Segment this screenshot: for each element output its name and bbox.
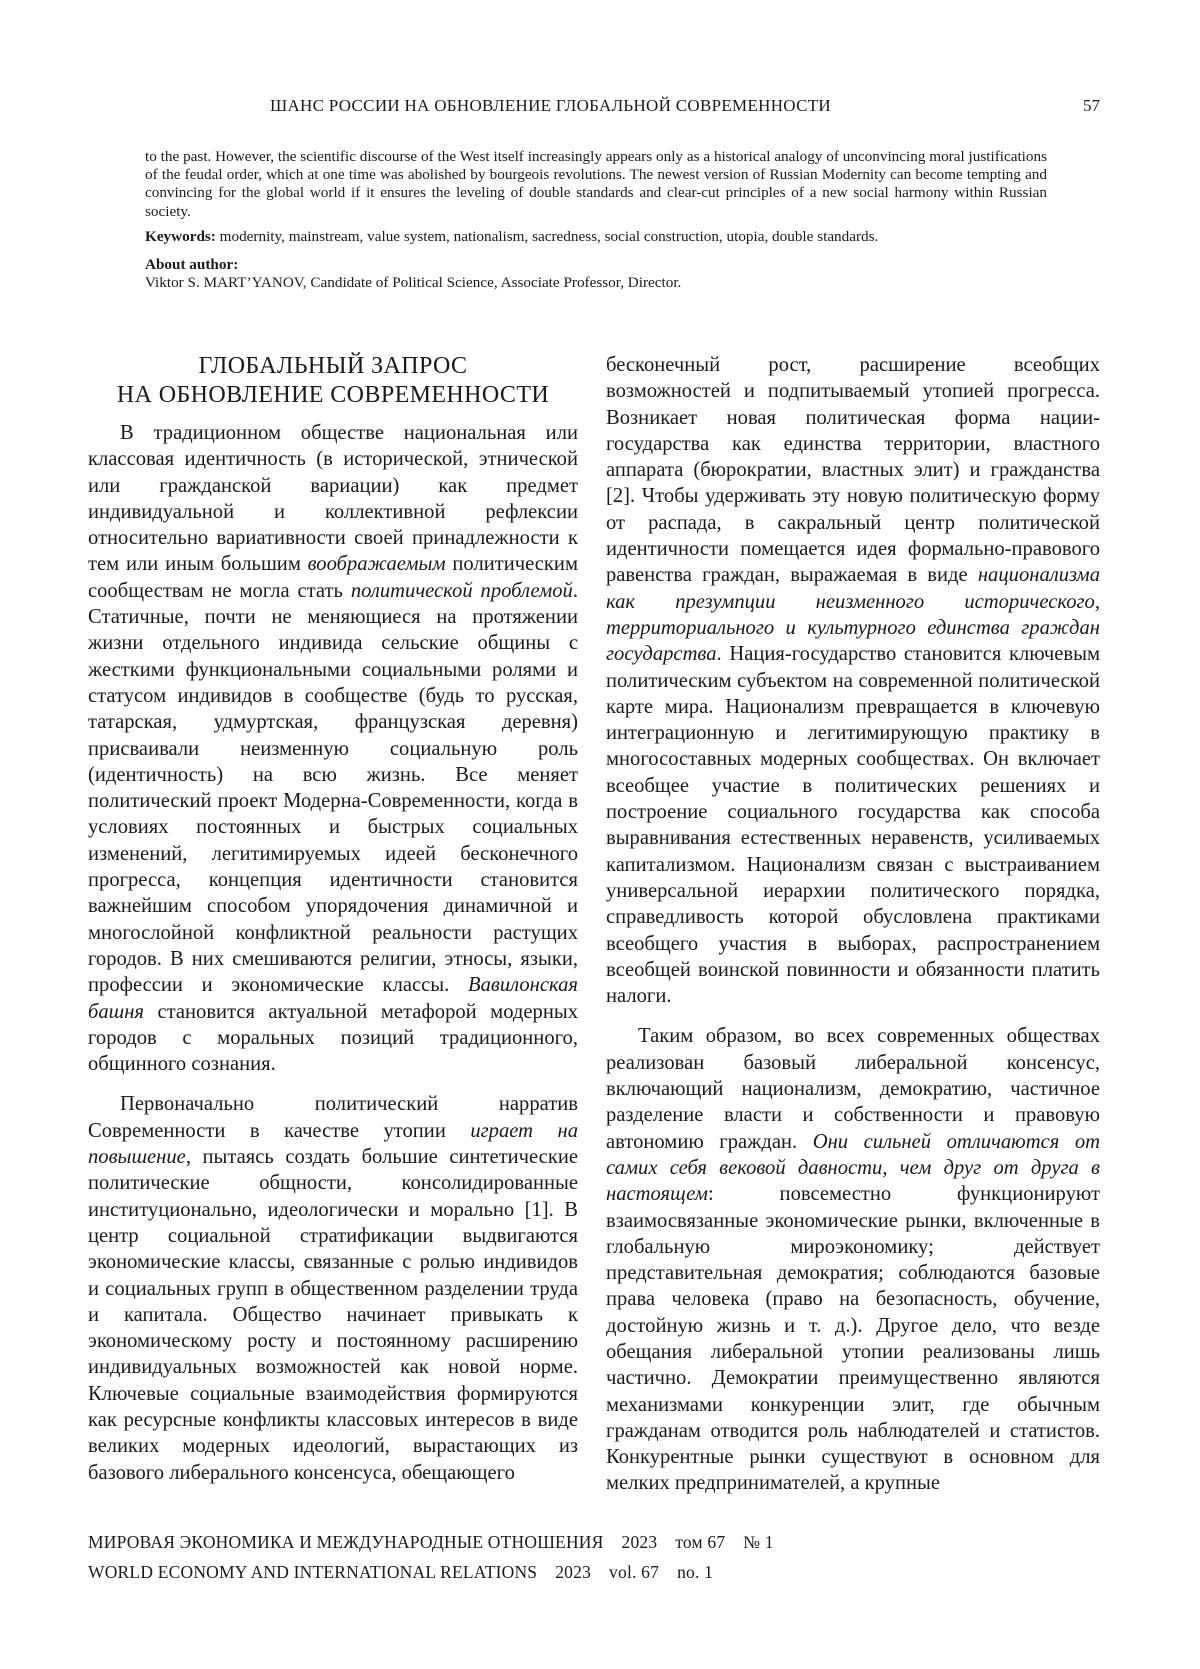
paragraph-1-c: . Статичные, почти не меняющиеся на протяжении жизни отдельного индивида сельские общины с жесткими функциональными социальными ролями и статусом индивидов в сообществе (будь то русская, татарская, удмуртская, французская деревня) присваивали неизменную социальную роль (идентичность) на всю жизнь. Все меняет политический проект Модерна-Современности, когда в условиях постоянных и быстрых социальных изменений, легитимируемых идеей бесконечного прогресса, концепция идентичности становится важнейшим способом упорядочения динамичной и многослойной конфликтной реальности растущих городов. В них смешиваются религии, этносы, языки, профессии и экономические классы. — [88, 579, 578, 997]
page-number: 57 — [1083, 96, 1100, 115]
keywords-line — [145, 228, 1047, 246]
footer-ru-year: 2023 — [621, 1532, 658, 1552]
footer-en-title: WORLD ECONOMY AND INTERNATIONAL RELATIONS — [88, 1562, 538, 1582]
paragraph-2-a: Первоначально политический нарратив Современности в качестве утопии — [88, 1093, 578, 1142]
paragraph-1-d: становится актуальной метафорой модерных городов с моральных позиций традиционного, общинного сознания. — [88, 1000, 578, 1076]
paragraph-1 — [88, 420, 578, 1077]
paragraph-4 — [606, 1023, 1100, 1496]
paragraph-3-italic-1: национализма как презумпции неизменного исторического, территориального и культурного единства граждан государства — [606, 564, 1100, 666]
footer-ru-issue: № 1 — [743, 1532, 774, 1552]
footer-journal-ru — [88, 1532, 774, 1553]
paragraph-1-italic-1: воображаемым — [307, 553, 446, 576]
footer-en-volume: vol. 67 — [609, 1562, 660, 1582]
about-author-text: Viktor S. MART’YANOV, Candidate of Political Science, Associate Professor, Director. — [145, 274, 682, 292]
paragraph-4-a: Таким образом, во всех современных обществах реализован базовый либеральной консенсус, включающий национализм, демократию, частичное разделение власти и собственности и правовую автономию граждан. — [606, 1025, 1100, 1153]
english-abstract — [145, 148, 1047, 292]
paragraph-3-a: бесконечный рост, расширение всеобщих возможностей и подпитываемый утопией прогресса. Возникает новая политическая форма нации-государства как единства территории, властного аппарата (бюрократии, властных элит) и гражданства [2]. Чтобы удерживать эту новую политическую форму от распада, в сакральный центр политической идентичности помещается идея формально-правового равенства граждан, выражаемая в виде — [606, 354, 1100, 587]
paragraph-3-b: . Нация-государство становится ключевым политическим субъектом на современной политической карте мира. Национализм превращается в ключевую интеграционную и легитимирующую практику в многосоставных модерных сообществах. Он включает всеобщее участие в политических решениях и построение социального государства как способа выравнивания естественных неравенств, усиливаемых капитализмом. Национализм связан с выстраиванием универсальной иерархии политического порядка, справедливость которой обусловлена практиками всеобщего участия в выборах, распространением всеобщей воинской повинности и обязанности платить налоги. — [606, 643, 1100, 1008]
footer-en-issue: no. 1 — [677, 1562, 714, 1582]
paragraph-1-b: политическим сообществам не могла стать — [88, 553, 578, 602]
keywords-list: modernity, mainstream, value system, nationalism, sacredness, social construction, utopia, double standards. — [219, 227, 879, 245]
keywords-label: Keywords: — [145, 227, 216, 245]
footer-ru-title: МИРОВАЯ ЭКОНОМИКА И МЕЖДУНАРОДНЫЕ ОТНОШЕНИЯ — [88, 1532, 604, 1552]
paragraph-4-b: : повсеместно функционируют взаимосвязанные экономические рынки, включенные в глобальную мироэкономику; действует представительная демократия; соблюдаются базовые права человека (право на безопасность, обучение, достойную жизнь и т. д.). Другое дело, что везде обещания либеральной утопии реализованы лишь частично. Демократии преимущественно являются механизмами конкуренции элит, где обычным гражданам отводится роль наблюдателей и статистов. Конкурентные рынки существуют в основном для мелких предпринимателей, а крупные — [606, 1183, 1100, 1495]
running-title: ШАНС РОССИИ НА ОБНОВЛЕНИЕ ГЛОБАЛЬНОЙ СОВРЕМЕННОСТИ — [270, 96, 831, 115]
paragraph-2-b: , пытаясь создать большие синтетические политические общности, консолидированные институционально, идеологически и морально [1]. В центр социальной стратификации выдвигаются экономические классы, связанные с ролью индивидов и социальных групп в общественном разделении труда и капитала. Общество начинает привыкать к экономическому росту и постоянному расширению индивидуальных возможностей как новой норме. Ключевые социальные взаимодействия формируются как ресурсные конфликты классовых интересов в виде великих модерных идеологий, вырастающих из базового либерального консенсуса, обещающего — [88, 1146, 578, 1484]
paragraph-2-italic-1: играет на повышение — [88, 1119, 578, 1169]
footer-ru-volume: том 67 — [675, 1532, 726, 1552]
right-column — [606, 352, 1100, 1497]
section-heading-line-2: НА ОБНОВЛЕНИЕ СОВРЕМЕННОСТИ — [116, 382, 550, 408]
section-heading-line-1: ГЛОБАЛЬНЫЙ ЗАПРОС — [198, 353, 468, 379]
section-heading — [88, 352, 578, 410]
paragraph-2 — [88, 1091, 578, 1485]
paragraph-1-italic-2: политической проблемой — [350, 579, 573, 602]
left-column — [88, 352, 578, 1486]
paragraph-3 — [606, 352, 1100, 1009]
paragraph-4-italic-1: Они сильней отличаются от самих себя вековой давности, чем друг от друга в настоящем — [606, 1130, 1100, 1206]
footer-en-year: 2023 — [555, 1562, 592, 1582]
paragraph-1-italic-3: Вавилонская башня — [88, 974, 578, 1023]
paragraph-1-a: В традиционном обществе национальная или классовая идентичность (в исторической, этнической или гражданской вариации) как предмет индивидуальной и коллективной рефлексии относительно вариативности своей принадлежности к тем или иным большим — [88, 422, 578, 576]
about-author-label: About author: — [145, 256, 239, 274]
abstract-text: to the past. However, the scientific discourse of the West itself increasingly appears only as a historical analogy of unconvincing moral justifications of the feudal order, which at one time was abolished by bourgeois revolutions. The newest version of Russian Modernity can become tempting and convincing for the global world if it ensures the leveling of double standards and clear-cut principles of a new social harmony within Russian society. — [145, 148, 1047, 220]
footer-journal-en — [88, 1562, 713, 1583]
